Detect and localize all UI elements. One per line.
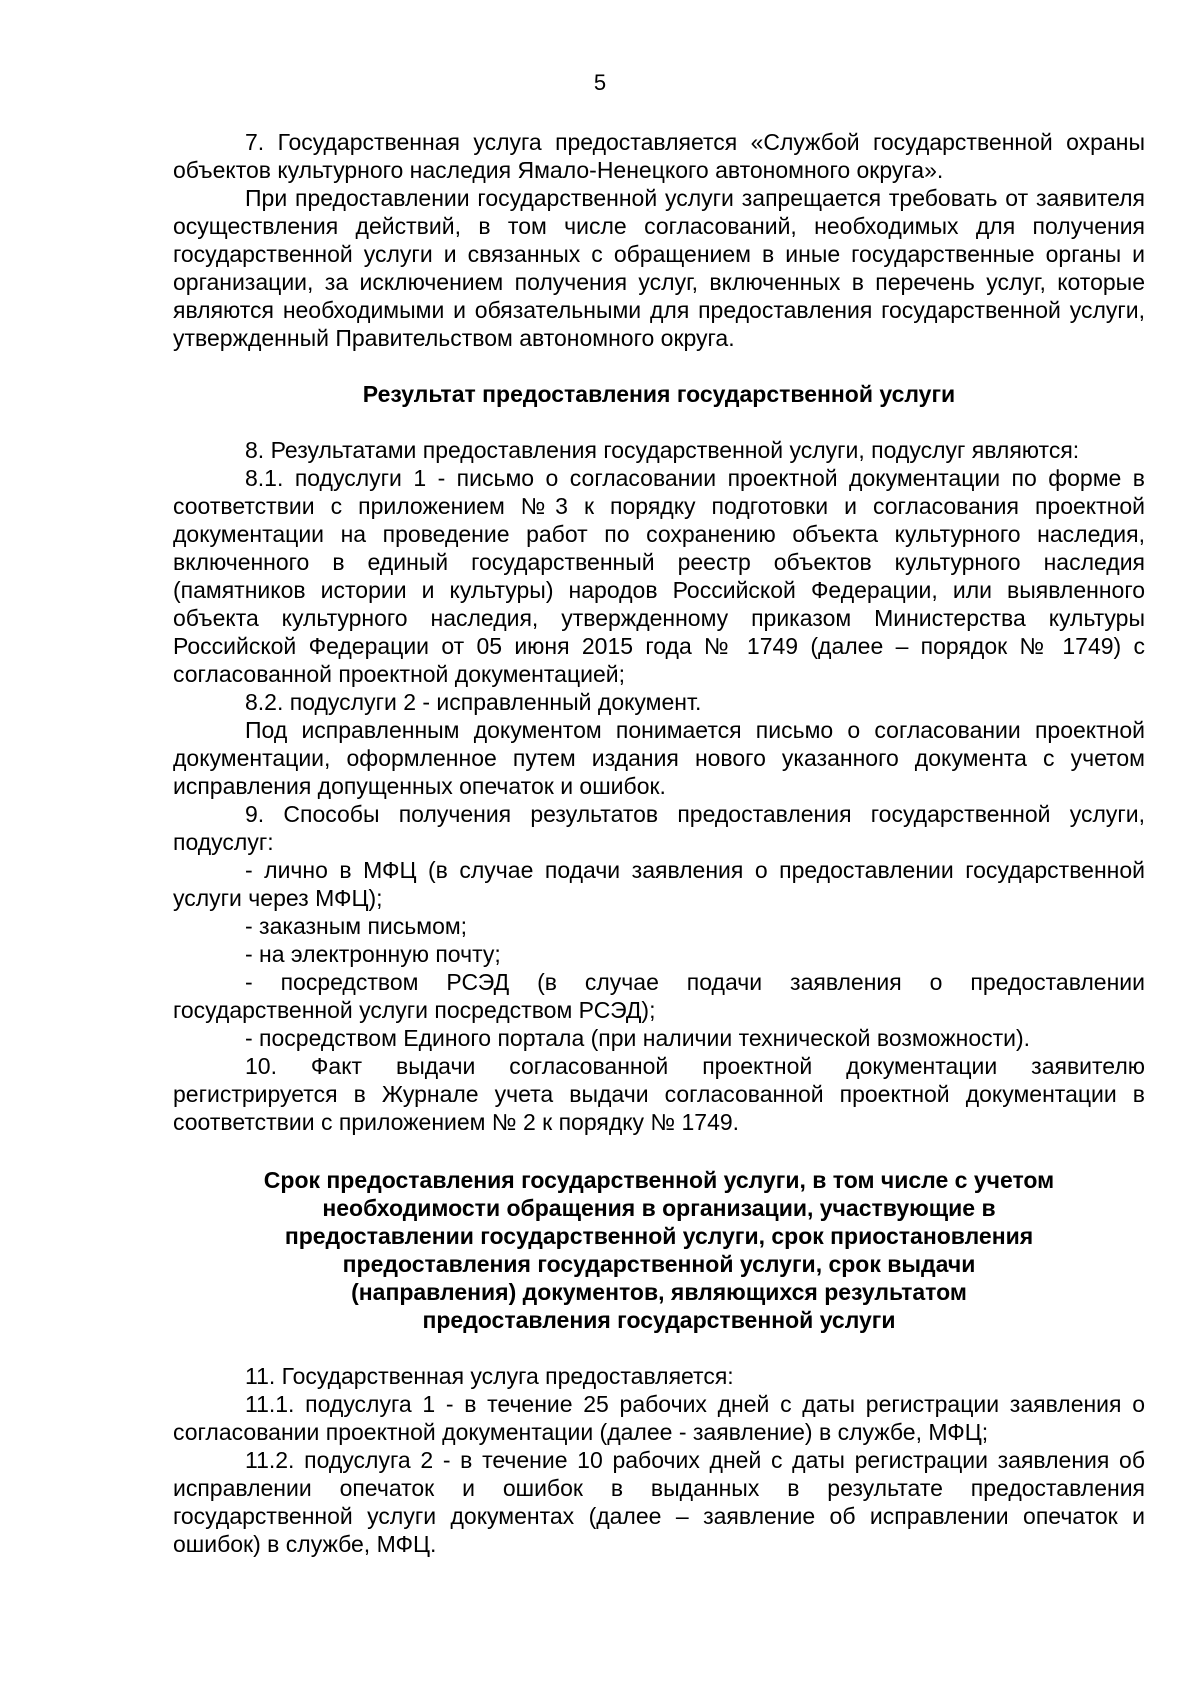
list-item-registered-mail: - заказным письмом; [245,913,468,939]
section-heading-term: Срок предоставления государственной услуги, в том числе с учетом необходимости обращения в организации, участвующие в предоставлении государственной услуги, срок приостановления предоставления государственной услуги, срок выдачи (направления) документов, являющихся результатом предоставления государственной услуги [263,1167,1055,1333]
paragraph-8: 8. Результатами предоставления государственной услуги, подуслуг являются: [245,437,1080,463]
paragraph-prohibition: При предоставлении государственной услуги запрещается требовать от заявителя осуществления действий, в том числе согласований, необходимых для получения государственной услуги и связанных с обращением в иные государственные органы и организации, за исключением получения услуг, включенных в перечень услуг, которые являются необходимыми и обязательными для предоставления государственной услуги, утвержденный Правительством автономного округа. [173,185,1145,351]
paragraph-11-1: 11.1. подуслуга 1 - в течение 25 рабочих дней с даты регистрации заявления о согласовании проектной документации (далее - заявление) в службе, МФЦ; [173,1391,1145,1445]
paragraph-7: 7. Государственная услуга предоставляется «Службой государственной охраны объектов культурного наследия Ямало-Ненецкого автономного округа». [173,129,1145,183]
list-item-rsed: - посредством РСЭД (в случае подачи заявления о предоставлении государственной услуги посредством РСЭД); [173,969,1145,1023]
list-item-mfc: - лично в МФЦ (в случае подачи заявления о предоставлении государственной услуги через МФЦ); [173,857,1145,911]
paragraph-9: 9. Способы получения результатов предоставления государственной услуги, подуслуг: [173,801,1145,855]
list-item-portal: - посредством Единого портала (при наличии технической возможности). [245,1025,1031,1051]
paragraph-8-1: 8.1. подуслуги 1 - письмо о согласовании проектной документации по форме в соответствии с приложением №3 к порядку подготовки и согласования проектной документации на проведение работ по сохранению объекта культурного наследия, включенного в единый государственный реестр объектов культурного наследия (памятников истории и культуры) народов Российской Федерации, или выявленного объекта культурного наследия, утвержденному приказом Министерства культуры Российской Федерации от 05 июня 2015 года № 1749 (далее – порядок № 1749) с согласованной проектной документацией; [173,465,1145,687]
paragraph-10: 10. Факт выдачи согласованной проектной документации заявителю регистрируется в Журнале учета выдачи согласованной проектной документации в соответствии с приложением № 2 к порядку № 1749. [173,1053,1145,1135]
page-number: 5 [593,70,607,95]
section-heading-result: Результат предоставления государственной услуги [362,381,956,407]
paragraph-11-2: 11.2. подуслуга 2 - в течение 10 рабочих дней с даты регистрации заявления об исправлении опечаток и ошибок в выданных в результате предоставления государственной услуги документах (далее – заявление об исправлении опечаток и ошибок) в службе, МФЦ. [173,1447,1145,1557]
list-item-email: - на электронную почту; [245,941,501,967]
document-body [173,128,1145,1558]
paragraph-corrected-doc: Под исправленным документом понимается письмо о согласовании проектной документации, оформленное путем издания нового указанного документа с учетом исправления допущенных опечаток и ошибок. [173,717,1145,799]
paragraph-11: 11. Государственная услуга предоставляется: [245,1363,734,1389]
paragraph-8-2: 8.2. подуслуги 2 - исправленный документ. [245,689,702,715]
